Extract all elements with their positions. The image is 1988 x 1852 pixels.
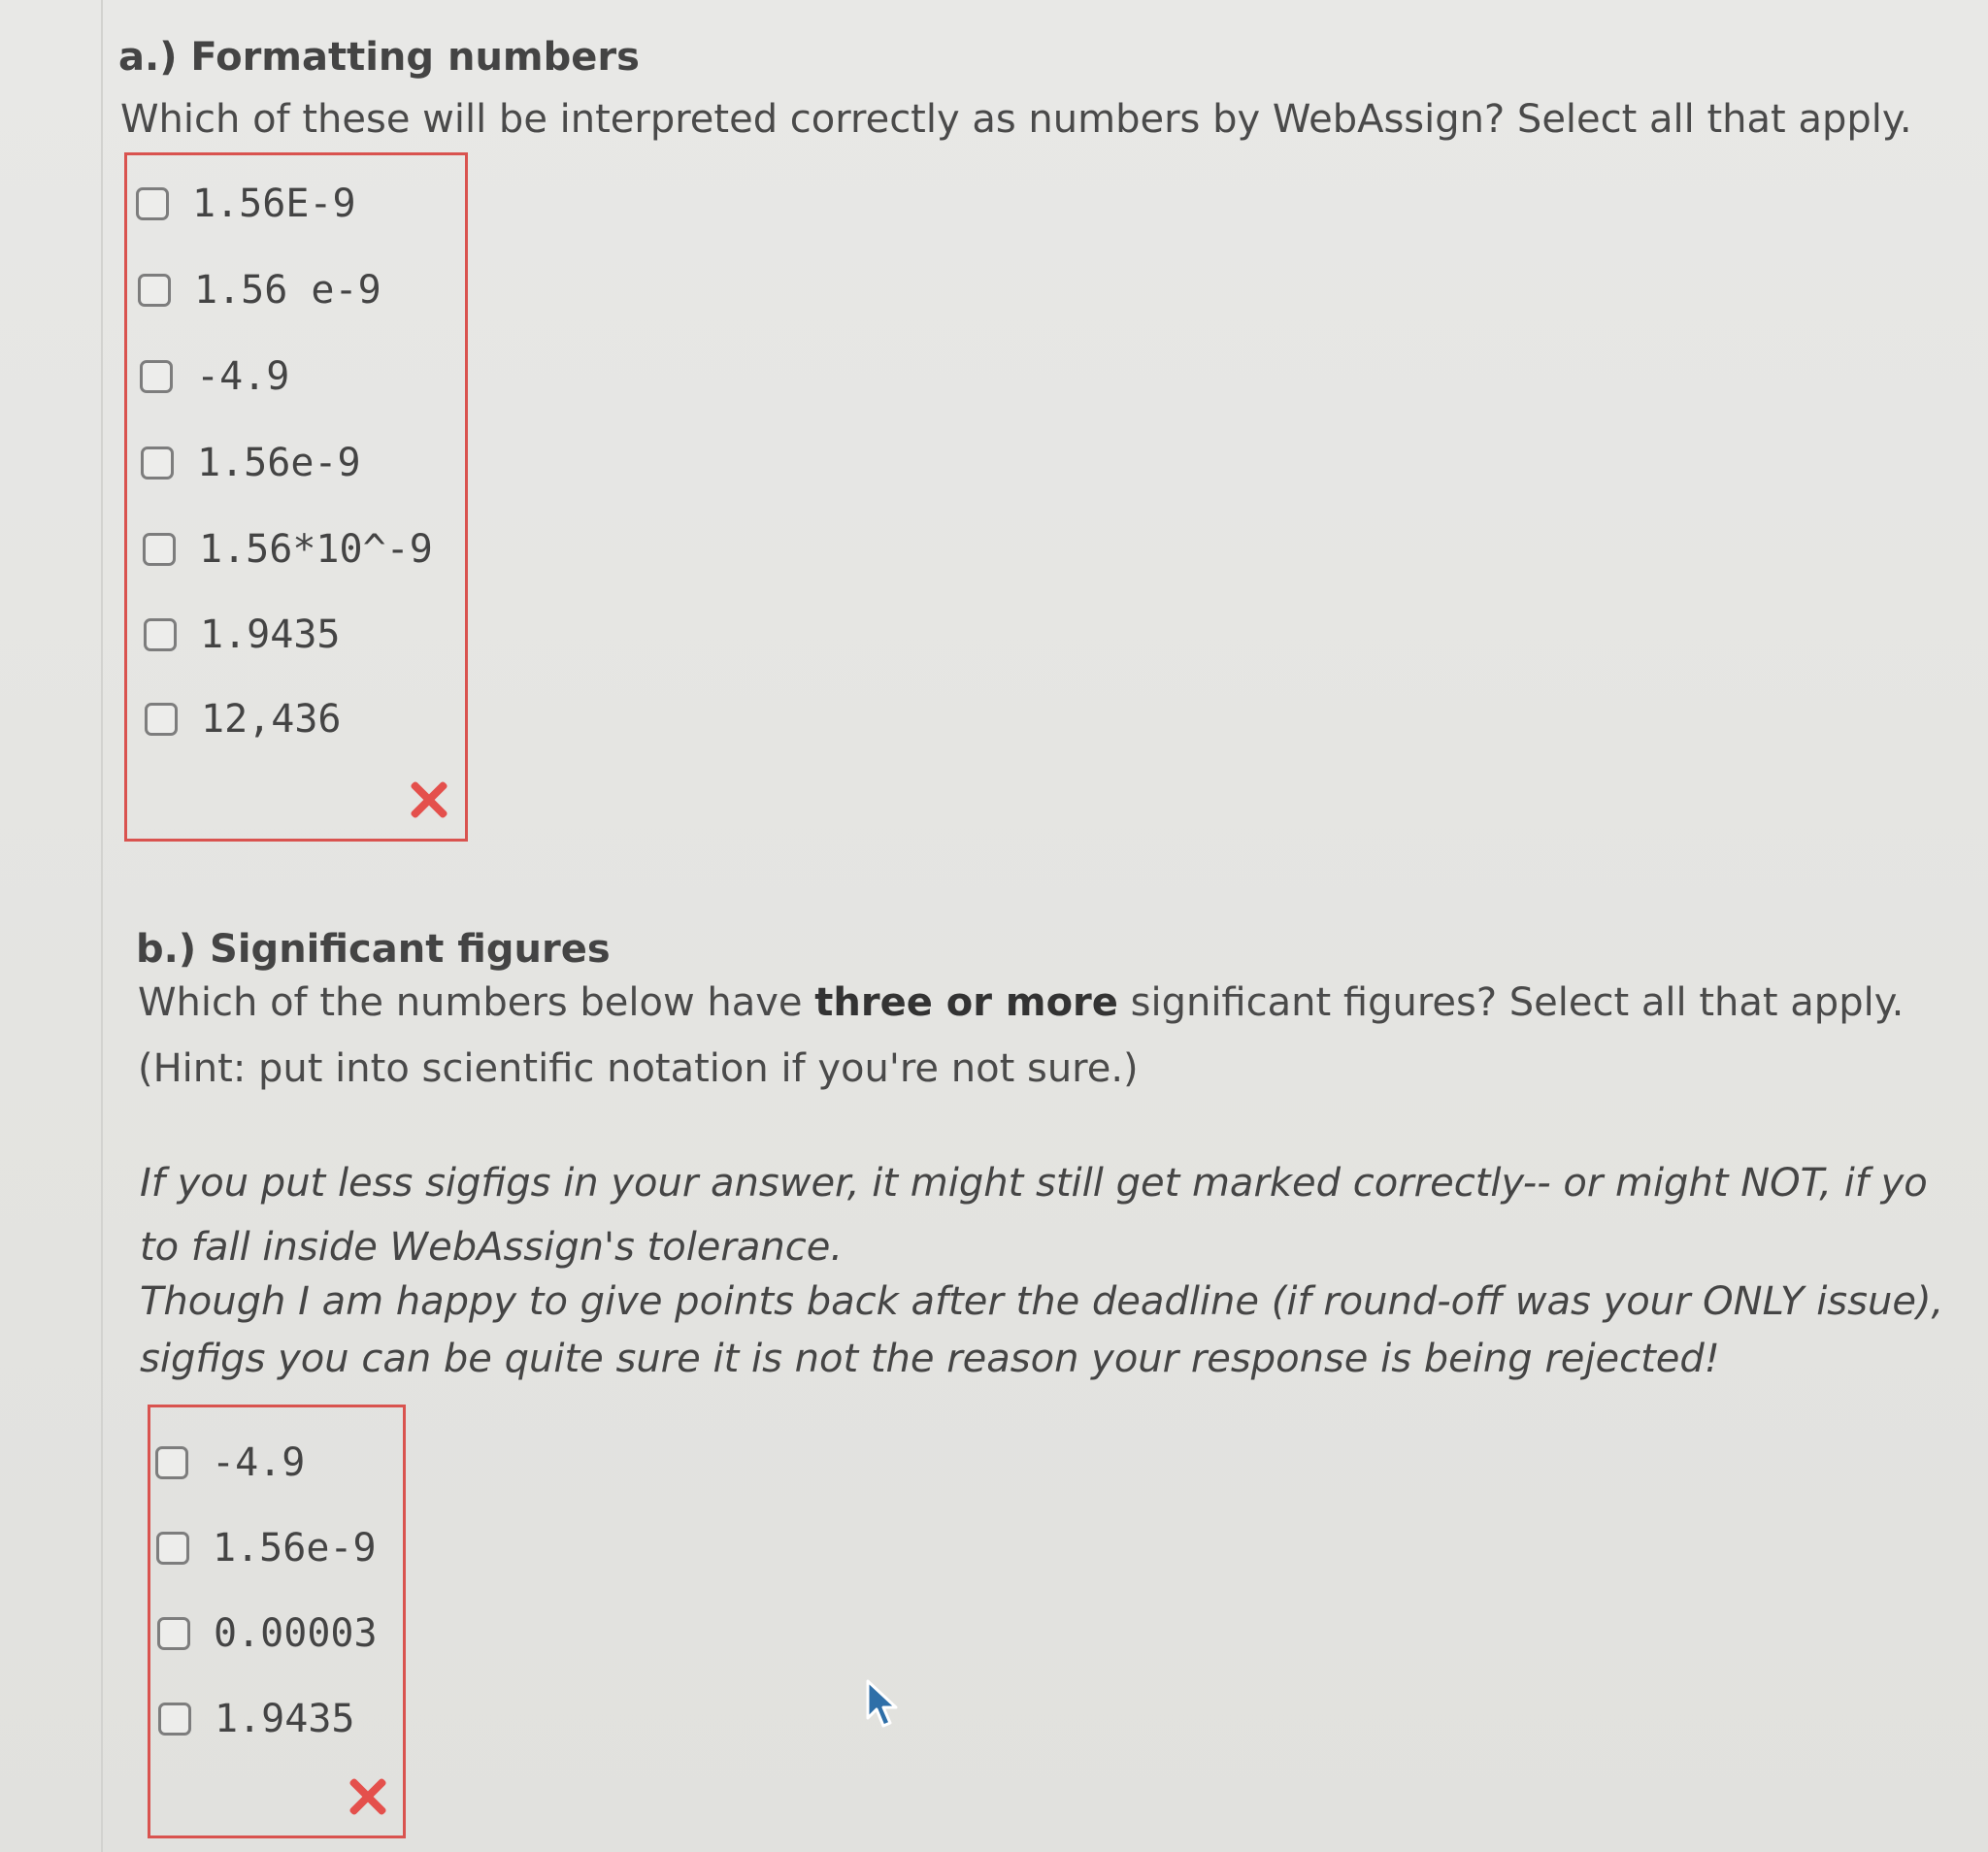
option-label: 1.9435 xyxy=(200,612,341,657)
question-b-hint: (Hint: put into scientific notation if you're not sure.) xyxy=(138,1046,1139,1091)
checkbox[interactable] xyxy=(155,1446,188,1479)
option-b-2[interactable] xyxy=(156,1526,377,1571)
checkbox[interactable] xyxy=(143,533,176,566)
option-label: -4.9 xyxy=(212,1440,306,1485)
checkbox[interactable] xyxy=(158,1703,191,1736)
incorrect-x-icon xyxy=(347,1775,389,1818)
checkbox[interactable] xyxy=(140,360,173,393)
option-label: 12,436 xyxy=(201,697,342,742)
note-line-4: sigfigs you can be quite sure it is not the reason your response is being rejected! xyxy=(140,1337,1720,1381)
note-line-1: If you put less sigfigs in your answer, it might still get marked correctly-- or might NOT, if yo xyxy=(140,1161,1928,1206)
checkbox[interactable] xyxy=(157,1617,190,1650)
option-label: 1.9435 xyxy=(215,1697,355,1741)
question-b-title: b.) Significant figures xyxy=(136,927,611,972)
checkbox[interactable] xyxy=(156,1532,189,1565)
checkbox[interactable] xyxy=(141,446,174,480)
checkbox[interactable] xyxy=(145,703,178,736)
checkbox[interactable] xyxy=(138,274,171,307)
note-line-3: Though I am happy to give points back after the deadline (if round-off was your ONLY issue), xyxy=(140,1279,1944,1324)
option-a-2[interactable] xyxy=(138,268,381,313)
option-label: 1.56E-9 xyxy=(192,182,356,226)
option-label: 1.56 e-9 xyxy=(194,268,381,313)
question-a-title: a.) Formatting numbers xyxy=(118,35,640,80)
option-b-4[interactable] xyxy=(158,1697,355,1741)
option-label: 1.56e-9 xyxy=(213,1526,377,1571)
question-b-prompt: Which of the numbers below have three or more significant figures? Select all that apply. xyxy=(138,980,1905,1025)
mouse-pointer-icon xyxy=(864,1679,903,1734)
option-a-3[interactable] xyxy=(140,354,289,399)
option-a-4[interactable] xyxy=(141,441,361,485)
option-a-1[interactable] xyxy=(136,182,356,226)
option-a-5[interactable] xyxy=(143,527,433,572)
option-a-7[interactable] xyxy=(145,697,342,742)
left-divider xyxy=(101,0,103,1852)
option-b-1[interactable] xyxy=(155,1440,305,1485)
option-b-3[interactable] xyxy=(157,1611,378,1656)
question-a-prompt: Which of these will be interpreted correctly as numbers by WebAssign? Select all that apply. xyxy=(120,97,1912,142)
option-label: 1.56e-9 xyxy=(197,441,361,485)
option-a-6[interactable] xyxy=(144,612,341,657)
note-line-2: to fall inside WebAssign's tolerance. xyxy=(140,1225,844,1270)
checkbox[interactable] xyxy=(144,618,177,651)
option-label: -4.9 xyxy=(196,354,290,399)
checkbox[interactable] xyxy=(136,187,169,220)
incorrect-x-icon xyxy=(408,778,450,821)
option-label: 0.00003 xyxy=(214,1611,378,1656)
option-label: 1.56*10^-9 xyxy=(199,527,433,572)
